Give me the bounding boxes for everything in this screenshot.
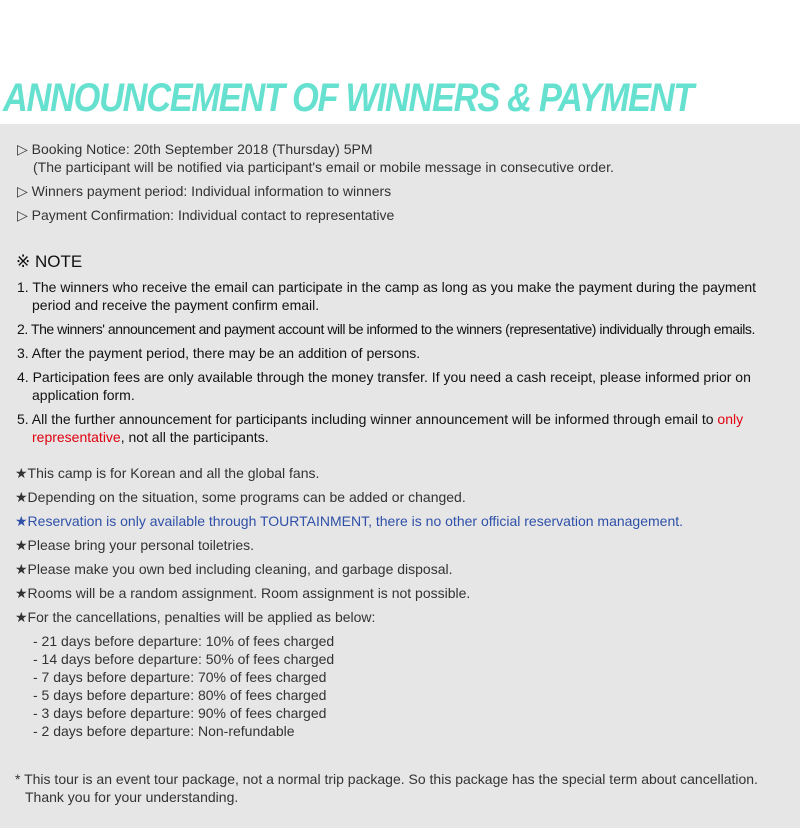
star-note-toiletries: ★Please bring your personal toiletries. bbox=[15, 537, 255, 553]
note-5-highlight-representative: representative bbox=[32, 429, 121, 445]
note-5-text: 5. All the further announcement for participants including winner announcement will be informed through email to bbox=[17, 411, 718, 427]
footnote-line-1: * This tour is an event tour package, not a normal trip package. So this package has the special term about cancellation. bbox=[15, 771, 758, 787]
penalty-item: - 3 days before departure: 90% of fees charged bbox=[33, 705, 327, 721]
note-5-tail: , not all the participants. bbox=[120, 429, 269, 445]
booking-notice-detail: (The participant will be notified via participant's email or mobile message in consecutive order. bbox=[33, 159, 614, 175]
note-1-line-2: period and receive the payment confirm email. bbox=[32, 297, 320, 313]
star-note-rooms: ★Rooms will be a random assignment. Room assignment is not possible. bbox=[15, 585, 471, 601]
note-3: 3. After the payment period, there may be an addition of persons. bbox=[17, 345, 421, 361]
note-2: 2. The winners' announcement and payment account will be informed to the winners (representative) individually through emails. bbox=[17, 321, 755, 337]
payment-confirmation: ▷ Payment Confirmation: Individual contact to representative bbox=[17, 207, 395, 223]
star-note-bed: ★Please make you own bed including cleaning, and garbage disposal. bbox=[15, 561, 453, 577]
note-1-line-1: 1. The winners who receive the email can participate in the camp as long as you make the payment during the payment bbox=[17, 279, 757, 295]
penalty-item: - 5 days before departure: 80% of fees charged bbox=[33, 687, 327, 703]
penalty-item: - 21 days before departure: 10% of fees charged bbox=[33, 633, 335, 649]
star-note-programs: ★Depending on the situation, some programs can be added or changed. bbox=[15, 489, 466, 505]
note-4-line-2: application form. bbox=[32, 387, 135, 403]
note-5-highlight-only: only bbox=[717, 411, 744, 427]
star-note-global-fans: ★This camp is for Korean and all the global fans. bbox=[15, 465, 320, 481]
note-5-line-2 bbox=[32, 429, 269, 445]
star-note-cancellations: ★For the cancellations, penalties will be applied as below: bbox=[15, 609, 376, 625]
footnote-line-2: Thank you for your understanding. bbox=[25, 789, 239, 805]
payment-period: ▷ Winners payment period: Individual information to winners bbox=[17, 183, 392, 199]
note-4-line-1: 4. Participation fees are only available through the money transfer. If you need a cash receipt, please informed prior on bbox=[17, 369, 751, 385]
note-heading: ※ NOTE bbox=[16, 252, 83, 271]
penalty-item: - 7 days before departure: 70% of fees charged bbox=[33, 669, 327, 685]
star-note-reservation: ★Reservation is only available through TOURTAINMENT, there is no other official reservation management. bbox=[15, 513, 684, 529]
page-title: ANNOUNCEMENT OF WINNERS & PAYMENT bbox=[3, 76, 694, 120]
note-5-line-1 bbox=[17, 411, 743, 427]
penalty-item: - 2 days before departure: Non-refundable bbox=[33, 723, 295, 739]
booking-notice: ▷ Booking Notice: 20th September 2018 (Thursday) 5PM bbox=[17, 141, 373, 157]
penalty-item: - 14 days before departure: 50% of fees charged bbox=[33, 651, 335, 667]
